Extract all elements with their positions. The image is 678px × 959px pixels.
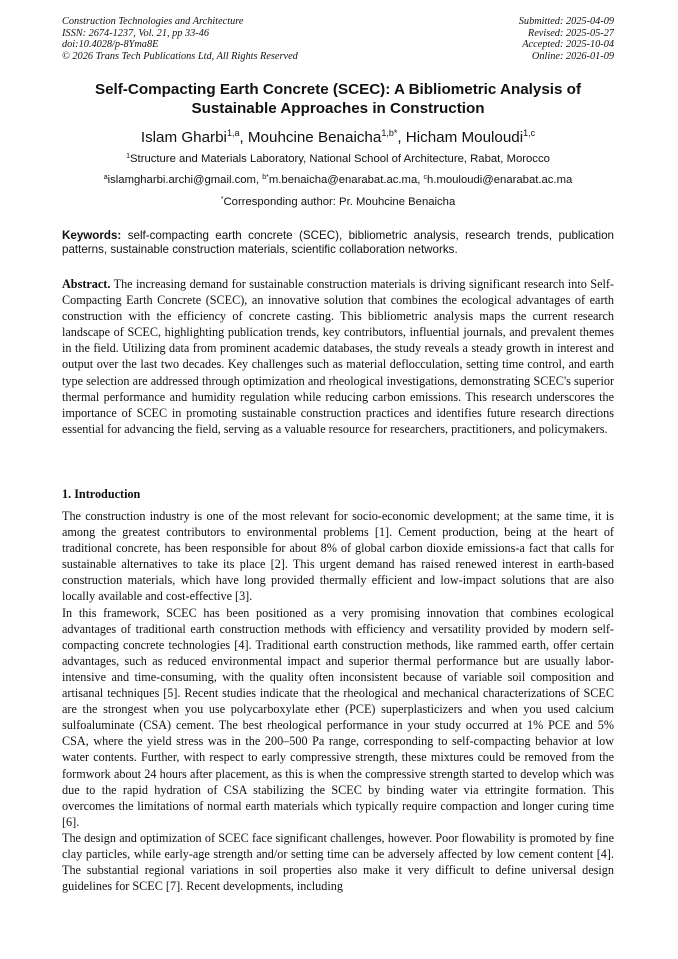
introduction-body bbox=[62, 508, 614, 894]
abstract-text: The increasing demand for sustainable construction materials is driving significant research into Self-Compacting Earth Concrete (SCEC), an innovative solution that combines the ecological advantages of earth construction with the efficiency of concrete casting. This bibliometric analysis maps the current research landscape of SCEC, highlighting publication trends, key contributors, influential journals, and prevalent themes in the field. Utilizing data from prominent academic databases, the study reveals a steady growth in interest and output over the last two decades. Key challenges such as material deflocculation, setting time control, and earth type selection are addressed through optimization and rheological investigations, demonstrating SCEC's superior thermal performance and humidity regulation while reducing carbon emissions. This research underscores the importance of SCEC in promoting sustainable construction practices and identifies future research directions essential for advancing the field, serving as a valuable resource for researchers, practitioners, and policymakers. bbox=[62, 277, 614, 436]
copyright-line: © 2026 Trans Tech Publications Ltd, All Rights Reserved bbox=[62, 50, 298, 62]
paper-title bbox=[62, 80, 614, 118]
accepted-date: Accepted: 2025-10-04 bbox=[522, 39, 614, 51]
email-link[interactable]: h.mouloudi@enarabat.ac.ma bbox=[427, 174, 573, 186]
abstract-label: Abstract. bbox=[62, 277, 111, 291]
author-name: Mouhcine Benaicha bbox=[247, 129, 382, 146]
author-sup: 1,c bbox=[523, 128, 536, 138]
revised-date: Revised: 2025-05-27 bbox=[527, 27, 614, 39]
author-sup: 1,a bbox=[226, 128, 240, 138]
section-heading: 1. Introduction bbox=[62, 487, 141, 501]
keywords-block bbox=[62, 229, 614, 257]
author-name: Hicham Mouloudi bbox=[405, 129, 524, 146]
title-line: Sustainable Approaches in Construction bbox=[191, 100, 485, 117]
email-link[interactable]: m.benaicha@enarabat.ac.ma, bbox=[268, 174, 424, 186]
author-sup: 1,b* bbox=[381, 128, 398, 138]
affiliation-sup: 1 bbox=[126, 153, 131, 160]
corresponding-author bbox=[62, 193, 614, 209]
email-link[interactable]: islamgharbi.archi@gmail.com, bbox=[107, 174, 263, 186]
doi-line[interactable]: doi:10.4028/p-8Yma8E bbox=[62, 39, 159, 51]
keywords-text: self-compacting earth concrete (SCEC), bibliometric analysis, research trends, publication patterns, sustainable construction materials, scientific collaboration networks. bbox=[62, 229, 614, 256]
affiliation-text: Structure and Materials Laboratory, National School of Architecture, Rabat, Morocco bbox=[130, 153, 550, 165]
issn-line: ISSN: 2674-1237, Vol. 21, pp 33-46 bbox=[62, 27, 210, 39]
email-sup: a bbox=[103, 174, 108, 181]
online-date: Online: 2026-01-09 bbox=[531, 50, 614, 62]
author-list bbox=[62, 123, 614, 148]
dates-info bbox=[519, 16, 614, 62]
paragraph: The design and optimization of SCEC face significant challenges, however. Poor flowability is promoted by fine clay particles, while early-age strength and/or setting time can be adversely affected by low cement content [4]. The substantial regional variations in soil properties also make it very difficult to define universal design guidelines for SCEC [7]. Recent developments, including bbox=[62, 830, 614, 894]
abstract-block bbox=[62, 276, 614, 437]
email-list bbox=[62, 171, 614, 187]
author-sep: , bbox=[239, 129, 248, 146]
email-sup: b* bbox=[262, 174, 269, 181]
title-line: Self-Compacting Earth Concrete (SCEC): A Bibliometric Analysis of bbox=[94, 81, 582, 98]
author-sep: , bbox=[397, 129, 406, 146]
journal-info bbox=[62, 16, 298, 62]
submitted-date: Submitted: 2025-04-09 bbox=[518, 16, 614, 27]
corresponding-text: Corresponding author: Pr. Mouhcine Benaicha bbox=[223, 196, 456, 208]
affiliation bbox=[62, 150, 614, 166]
email-sup: c bbox=[423, 174, 428, 181]
keywords-label: Keywords: bbox=[62, 229, 122, 242]
journal-name: Construction Technologies and Architecture bbox=[62, 16, 244, 27]
corresponding-sup: * bbox=[220, 196, 224, 203]
author-name: Islam Gharbi bbox=[140, 129, 227, 146]
paragraph: The construction industry is one of the most relevant for socio-economic development; at the same time, it is among the greatest contributors to environmental problems [1]. Cement production, being at the heart of traditional concrete, has been responsible for about 8% of global carbon dioxide emissions-a fact that calls for sustainable alternatives to take its place [2]. This urgent demand has raised renewed interest in earth-based construction materials, which have long provided thermally efficient and low-impact solutions that are also locally available and cost-effective [3]. bbox=[62, 509, 614, 604]
paragraph: In this framework, SCEC has been positioned as a very promising innovation that combines ecological advantages of traditional earth construction methods with efficiency and versatility provided by modern self-compacting concrete technologies [4]. Traditional earth construction methods, like rammed earth, offer certain advantages, such as reduced environmental impact and superior thermal performance but are usually labor-intensive and time-consuming, with the quality often inconsistent because of variable soil composition and artisanal techniques [5]. Recent studies indicate that the rheological and mechanical characterizations of SCEC are the strongest when you use polycarboxylate ether (PCE) superplasticizers and when you used calcium sulfoaluminate (CSA) cement. The best rheological performance in your study occurred at 1% PCE and 5% CSA, where the yield stress was in the 200–500 Pa range, corresponding to self-compacting behavior at low water contents. Further, with respect to early compressive strength, these mixtures could be removed from the formwork about 24 hours after placement, as this is when the compressive strength started to develop which was due to the rapid hydration of CSA stabilizing the SCEC by binding water via ettringite formation. This overcomes the limitations of normal earth materials which typically require compaction and longer curing time [6]. bbox=[62, 605, 614, 829]
